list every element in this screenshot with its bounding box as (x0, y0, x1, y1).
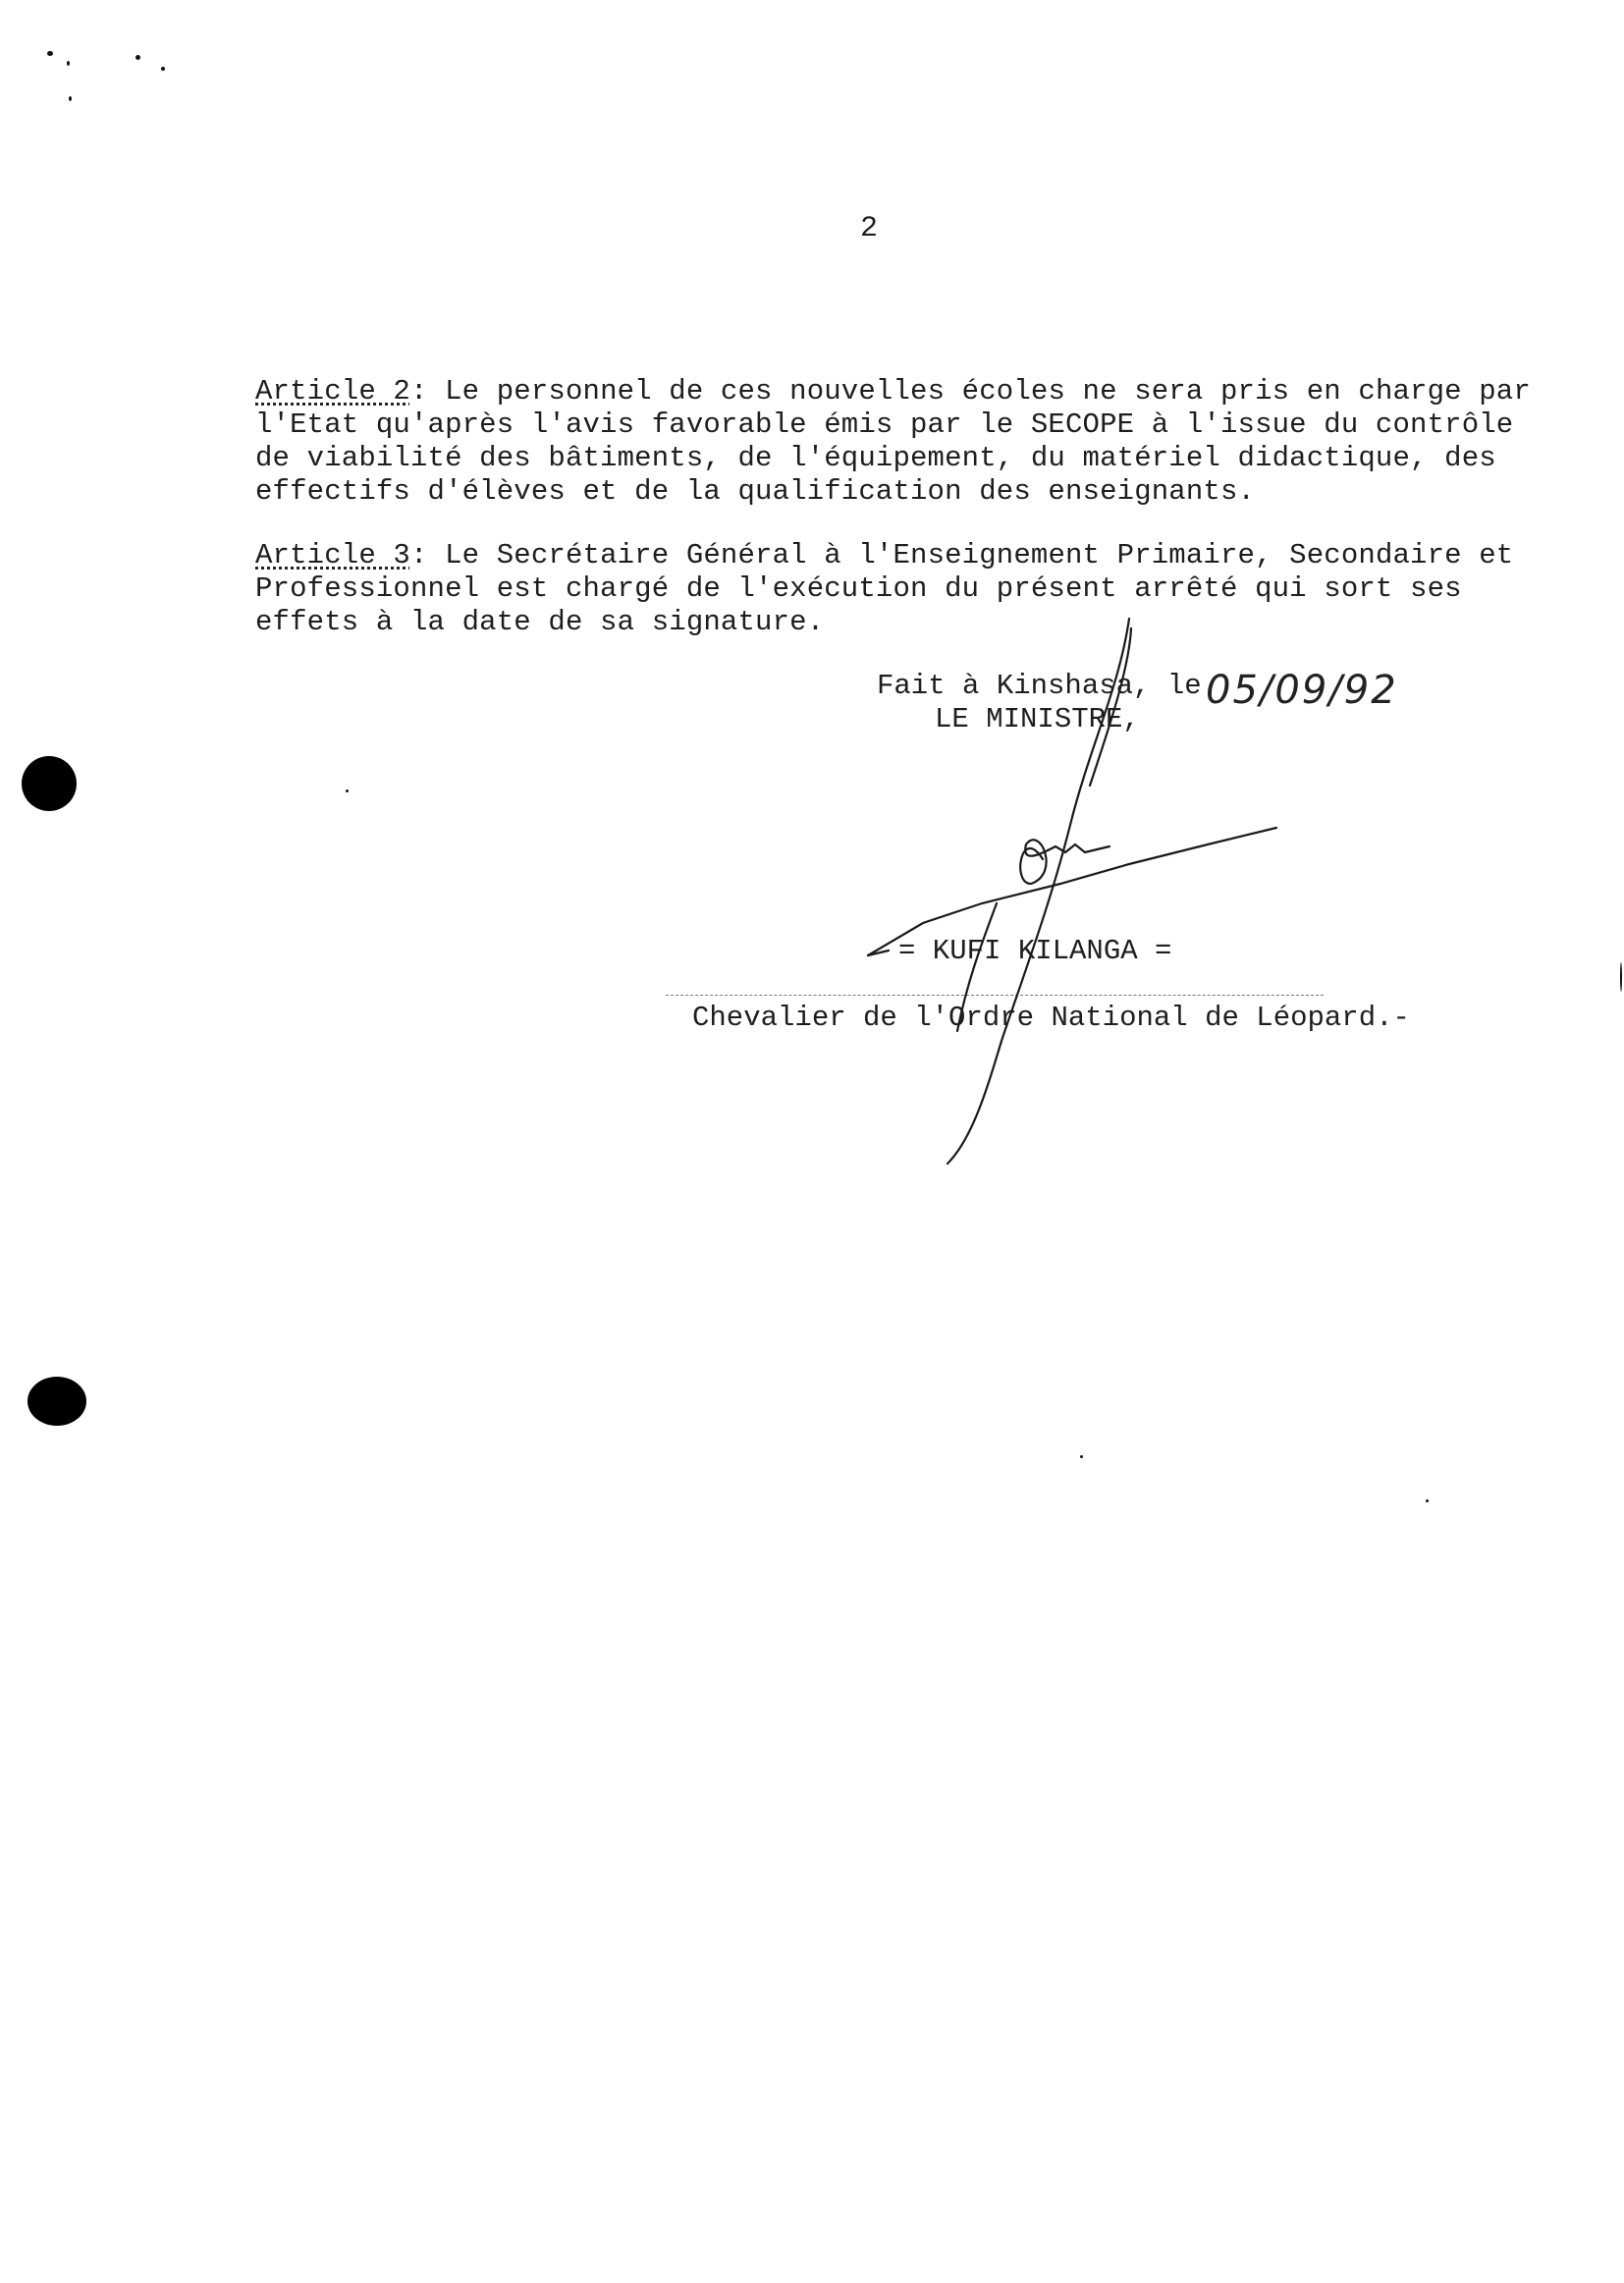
scan-speck (67, 61, 70, 66)
page-number: 2 (860, 212, 879, 245)
article-3-line-3: effets à la date de sa signature. (255, 606, 825, 638)
place-date: Fait à Kinshasa, le (877, 670, 1202, 702)
article-3-line-2: Professionnel est chargé de l'exécution du présent arrêté qui sort ses (255, 572, 1462, 605)
scan-speck (161, 67, 165, 71)
article-2-line-1: Article 2: Le personnel de ces nouvelles écoles ne sera pris en charge par (255, 375, 1531, 408)
scan-speck (346, 789, 349, 792)
scan-speck (135, 55, 140, 60)
scan-speck (69, 96, 72, 101)
signatory-name: = KUFI KILANGA = (898, 935, 1172, 967)
signatory-honorific: Chevalier de l'Ordre National de Léopard.- (692, 1002, 1410, 1034)
scan-speck (1426, 1499, 1429, 1502)
punch-hole-top (22, 756, 77, 811)
handwritten-date: 05/09/92 (1206, 668, 1398, 713)
article-2-line-3: de viabilité des bâtiments, de l'équipement, du matériel didactique, des (255, 442, 1496, 474)
article-3-label: Article 3 (255, 539, 410, 571)
article-2-label: Article 2 (255, 375, 410, 408)
scan-speck (47, 51, 53, 56)
scan-edge (1620, 962, 1622, 992)
article-2-line-4: effectifs d'élèves et de la qualification des enseignants. (255, 475, 1256, 508)
punch-hole-bottom (27, 1377, 86, 1426)
scan-speck (1080, 1455, 1083, 1458)
minister-title: LE MINISTRE, (935, 703, 1140, 735)
article-3-line-1: Article 3: Le Secrétaire Général à l'Enseignement Primaire, Secondaire et (255, 539, 1514, 571)
article-2-line-2: l'Etat qu'après l'avis favorable émis par le SECOPE à l'issue du contrôle (255, 408, 1514, 441)
